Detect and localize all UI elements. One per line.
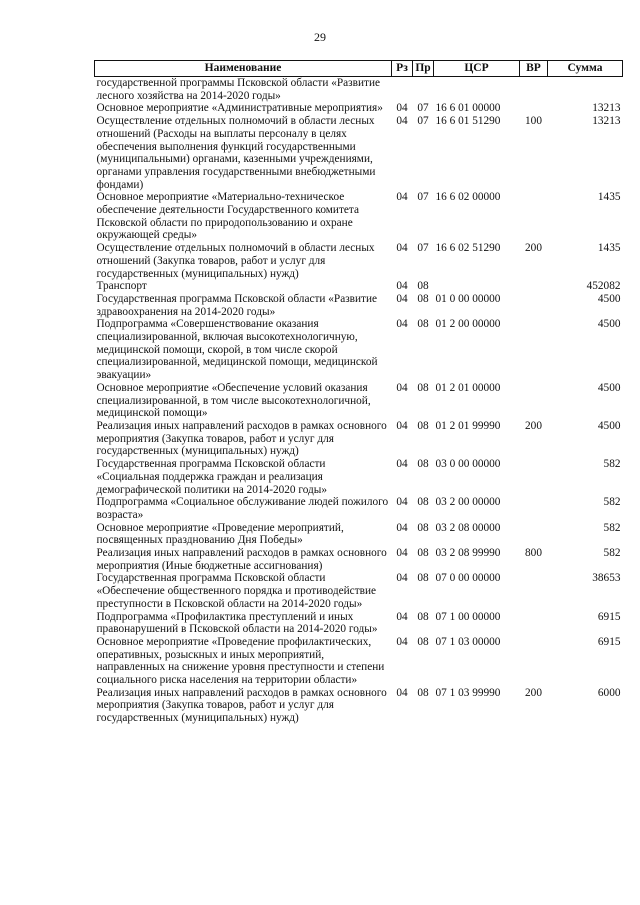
- header-name: Наименование: [95, 61, 392, 77]
- cell-csr: 03 2 00 00000: [435, 496, 501, 509]
- cell-pr: 07: [417, 191, 429, 204]
- table-row: [95, 293, 623, 318]
- cell-csr: 01 0 00 00000: [435, 292, 501, 305]
- cell-vr: [520, 191, 548, 242]
- table-row: [95, 115, 623, 191]
- cell-csr: 16 6 02 51290: [435, 242, 501, 255]
- header-pr: Пр: [413, 61, 434, 77]
- cell-vr: [520, 522, 548, 547]
- cell-pr: 08: [417, 547, 429, 560]
- cell-pr: 08: [417, 610, 429, 623]
- header-csr: ЦСР: [434, 61, 520, 77]
- cell-rz: 04: [396, 381, 408, 394]
- cell-rz: 04: [396, 280, 408, 293]
- cell-csr: 01 2 01 99990: [435, 419, 501, 432]
- cell-csr: 03 2 08 00000: [435, 521, 501, 534]
- cell-csr: 07 1 03 00000: [435, 635, 501, 648]
- cell-name: Осуществление отдельных полномочий в области лесных отношений (Закупка товаров, работ и услуг для государственных (муниципальных) нужд): [96, 242, 375, 280]
- cell-pr: 08: [417, 419, 429, 432]
- table-row: [95, 102, 623, 115]
- table-row: [95, 420, 623, 458]
- cell-sum: 13213: [592, 102, 621, 115]
- cell-pr: 08: [417, 381, 429, 394]
- cell-vr: [520, 496, 548, 521]
- cell-csr: 16 6 01 00000: [435, 102, 501, 115]
- cell-vr: 100: [525, 115, 542, 128]
- header-sum: Сумма: [548, 61, 623, 77]
- cell-name: Подпрограмма «Социальное обслуживание людей пожилого возраста»: [96, 496, 389, 521]
- cell-sum: 1435: [597, 191, 621, 204]
- table-row: [95, 547, 623, 572]
- cell-csr: 03 0 00 00000: [435, 458, 501, 471]
- cell-sum: 582: [603, 458, 621, 471]
- cell-csr: 01 2 01 00000: [435, 381, 501, 394]
- cell-vr: [520, 318, 548, 382]
- cell-rz: 04: [396, 318, 408, 331]
- cell-rz: 04: [396, 686, 408, 699]
- cell-vr: [520, 458, 548, 496]
- table-header-row: [95, 61, 623, 77]
- cell-name: Реализация иных направлений расходов в рамках основного мероприятия (Закупка товаров, работ и услуг для государственных (муниципальных) нужд): [96, 419, 387, 458]
- cell-rz: 04: [396, 458, 408, 471]
- cell-pr: 08: [417, 458, 429, 471]
- cell-pr: 08: [417, 318, 429, 331]
- cell-pr: 08: [417, 292, 429, 305]
- cell-name: Основное мероприятие «Обеспечение условий оказания специализированной, в том числе высокотехнологичной, медицинской помощи»: [96, 381, 371, 420]
- cell-vr: 200: [525, 242, 542, 255]
- table-row: [95, 382, 623, 420]
- table-row: [95, 458, 623, 496]
- cell-sum: 582: [603, 496, 621, 509]
- header-rz: Рз: [392, 61, 413, 77]
- cell-rz: 04: [396, 610, 408, 623]
- cell-csr: [434, 280, 520, 293]
- cell-name: государственной программы Псковской области «Развитие лесного хозяйства на 2014-2020 годы»: [96, 77, 381, 102]
- cell-name: Государственная программа Псковской области «Обеспечение общественного порядка и противодействие преступности в Псковской области на 2014-2020 годы»: [96, 572, 377, 610]
- cell-name: Реализация иных направлений расходов в рамках основного мероприятия (Закупка товаров, работ и услуг для государственных (муниципальных) нужд): [96, 686, 387, 725]
- cell-vr: [520, 102, 548, 115]
- budget-table: [94, 60, 623, 725]
- cell-rz: 04: [396, 102, 408, 115]
- cell-name: Осуществление отдельных полномочий в области лесных отношений (Расходы на выплаты персоналу в целях обеспечения выполнения функций государственными (муниципальными) органами, казенными учреждениями, органами управления государственными внебюджетными фондами): [96, 115, 376, 191]
- cell-sum: 582: [603, 521, 621, 534]
- cell-csr: [434, 77, 520, 103]
- cell-sum: 4500: [597, 419, 621, 432]
- cell-name: Государственная программа Псковской области «Социальная поддержка граждан и реализация демографической политики на 2014-2020 годы»: [96, 458, 328, 496]
- cell-rz: [392, 77, 413, 103]
- cell-pr: 08: [417, 635, 429, 648]
- cell-rz: 04: [396, 191, 408, 204]
- table-row: [95, 280, 623, 293]
- table-row: [95, 496, 623, 521]
- cell-rz: 04: [396, 242, 408, 255]
- cell-vr: [520, 572, 548, 610]
- table-row: [95, 522, 623, 547]
- cell-vr: [520, 611, 548, 636]
- cell-rz: 04: [396, 419, 408, 432]
- cell-name: Основное мероприятие «Материально-техническое обеспечение деятельности Государственного комитета Псковской области по природопользованию и охране окружающей среды»: [96, 191, 360, 242]
- table-row: [95, 77, 623, 103]
- cell-name: Основное мероприятие «Административные мероприятия»: [96, 102, 383, 115]
- cell-rz: 04: [396, 496, 408, 509]
- cell-sum: 4500: [597, 381, 621, 394]
- cell-csr: 07 0 00 00000: [435, 572, 501, 585]
- page-number: 29: [314, 30, 326, 44]
- cell-pr: 07: [417, 242, 429, 255]
- cell-csr: 16 6 02 00000: [435, 191, 501, 204]
- cell-rz: 04: [396, 572, 408, 585]
- cell-name: Реализация иных направлений расходов в рамках основного мероприятия (Иные бюджетные ассигнования): [96, 547, 387, 572]
- cell-vr: [520, 280, 548, 293]
- cell-vr: 200: [525, 686, 542, 699]
- header-vr: ВР: [520, 61, 548, 77]
- table-row: [95, 191, 623, 242]
- cell-rz: 04: [396, 547, 408, 560]
- cell-sum: 13213: [592, 115, 621, 128]
- table-row: [95, 318, 623, 382]
- cell-name: Государственная программа Псковской области «Развитие здравоохранения на 2014-2020 годы»: [96, 292, 378, 318]
- cell-sum: 452082: [586, 280, 621, 293]
- cell-rz: 04: [396, 115, 408, 128]
- cell-csr: 07 1 00 00000: [435, 610, 501, 623]
- cell-rz: 04: [396, 292, 408, 305]
- cell-vr: [520, 636, 548, 687]
- cell-vr: 800: [525, 547, 542, 560]
- cell-vr: [520, 77, 548, 103]
- cell-csr: 16 6 01 51290: [435, 115, 501, 128]
- cell-name: Подпрограмма «Профилактика преступлений и иных правонарушений в Псковской области на 2014-2020 годы»: [96, 610, 378, 636]
- cell-pr: 08: [417, 686, 429, 699]
- cell-pr: 07: [417, 102, 429, 115]
- cell-pr: 08: [417, 496, 429, 509]
- cell-sum: 6915: [597, 635, 621, 648]
- cell-pr: 08: [417, 521, 429, 534]
- table-body: [95, 77, 623, 725]
- table-row: [95, 611, 623, 636]
- cell-pr: 08: [417, 572, 429, 585]
- cell-sum: 4500: [597, 318, 621, 331]
- table-row: [95, 636, 623, 687]
- table-row: [95, 572, 623, 610]
- cell-rz: 04: [396, 635, 408, 648]
- cell-sum: 582: [603, 547, 621, 560]
- cell-pr: 07: [417, 115, 429, 128]
- cell-csr: 07 1 03 99990: [435, 686, 501, 699]
- cell-name: Основное мероприятие «Проведение мероприятий, посвященных празднованию Дня Победы»: [96, 521, 344, 547]
- cell-csr: 01 2 00 00000: [435, 318, 501, 331]
- table-row: [95, 687, 623, 725]
- cell-pr: [413, 77, 434, 103]
- cell-csr: 03 2 08 99990: [435, 547, 501, 560]
- cell-pr: 08: [417, 280, 429, 293]
- cell-vr: 200: [525, 419, 542, 432]
- cell-rz: 04: [396, 521, 408, 534]
- cell-name: Подпрограмма «Совершенствование оказания специализированной, включая высокотехнологичную, медицинской помощи, скорой, в том числе скорой специализированной, медицинской помощи, медицинской эвакуации»: [96, 318, 378, 382]
- cell-name: Транспорт: [96, 280, 147, 293]
- cell-sum: [548, 77, 623, 103]
- cell-vr: [520, 382, 548, 420]
- cell-sum: 4500: [597, 292, 621, 305]
- cell-sum: 1435: [597, 242, 621, 255]
- cell-name: Основное мероприятие «Проведение профилактических, оперативных, розыскных и иных мероприятий, направленных на снижение уровня преступности и степени социального риска населения на территории области»: [96, 635, 385, 687]
- cell-sum: 38653: [592, 572, 621, 585]
- cell-vr: [520, 293, 548, 318]
- table-row: [95, 242, 623, 280]
- cell-sum: 6000: [597, 686, 621, 699]
- cell-sum: 6915: [597, 610, 621, 623]
